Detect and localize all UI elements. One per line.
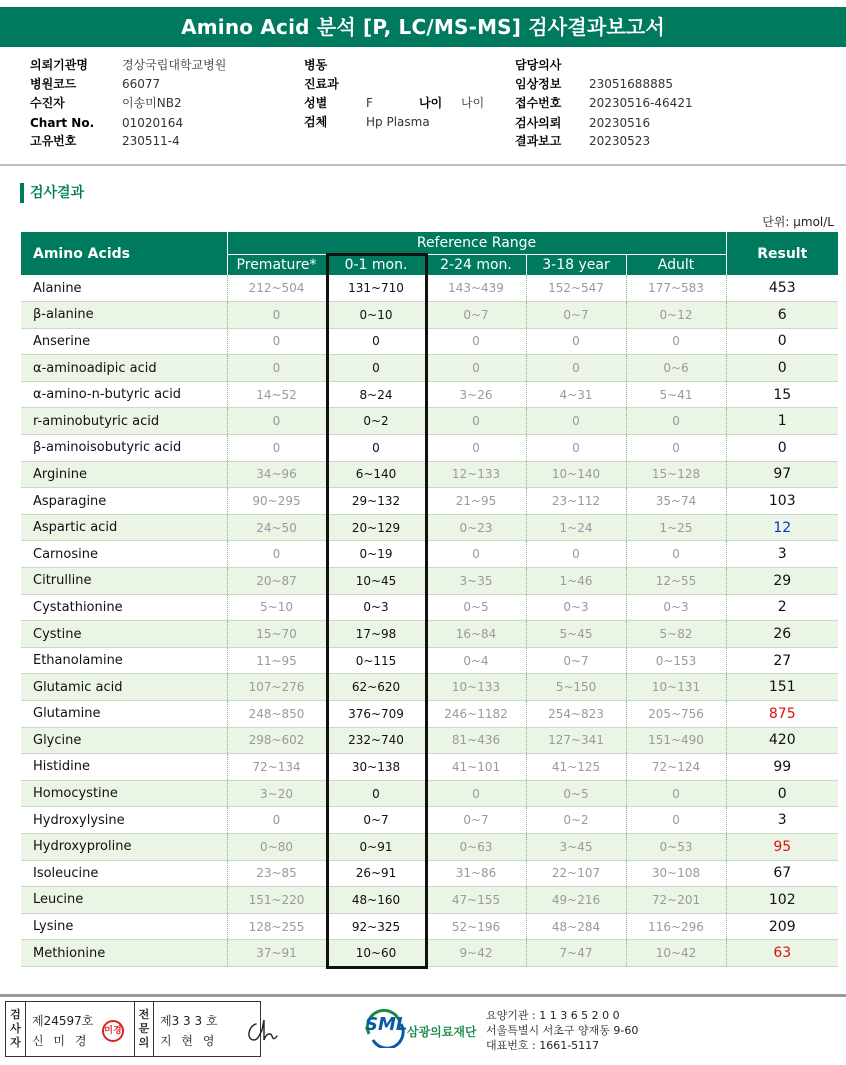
signature-box [5, 1001, 261, 1057]
reference-cell: 0~3 [326, 594, 426, 621]
reference-cell: 5~10 [227, 594, 326, 621]
reference-cell: 34~96 [227, 461, 326, 488]
sml-logo [365, 1006, 495, 1052]
info-value: 이송미NB2 [122, 96, 182, 110]
result-value: 0 [726, 780, 838, 807]
reference-cell: 151~220 [227, 887, 326, 914]
table-row [21, 860, 838, 887]
reference-cell: 23~112 [526, 488, 626, 515]
reference-cell: 72~201 [626, 887, 726, 914]
table-row [21, 568, 838, 595]
reference-cell: 1~46 [526, 568, 626, 595]
reference-cell: 0 [626, 328, 726, 355]
table-row [21, 887, 838, 914]
amino-acid-name: r-aminobutyric acid [21, 408, 227, 435]
reference-cell: 254~823 [526, 701, 626, 728]
info-label: 병원코드 [30, 77, 77, 91]
reference-cell: 107~276 [227, 674, 326, 701]
amino-acid-name: Citrulline [21, 568, 227, 595]
result-value: 6 [726, 302, 838, 329]
reference-cell: 6~140 [326, 461, 426, 488]
tester-cell [26, 1002, 134, 1056]
result-value: 63 [726, 940, 838, 967]
reference-cell: 10~45 [326, 568, 426, 595]
amino-acid-name: Leucine [21, 887, 227, 914]
amino-acid-name: Hydroxylysine [21, 807, 227, 834]
reference-cell: 5~45 [526, 621, 626, 648]
table-row [21, 514, 838, 541]
reference-cell: 0~6 [626, 355, 726, 382]
reference-cell: 0~12 [626, 302, 726, 329]
reference-cell: 0 [526, 408, 626, 435]
reference-cell: 20~129 [326, 514, 426, 541]
reference-cell: 0 [326, 435, 426, 462]
result-header: Result [726, 232, 838, 275]
amino-acid-name: Carnosine [21, 541, 227, 568]
reference-cell: 5~41 [626, 381, 726, 408]
specialist-label-text: 전문의 [138, 1008, 150, 1049]
specialist-license: 제3 3 3 호 [160, 1014, 218, 1028]
signature-mark [244, 1016, 280, 1046]
reference-cell: 72~124 [626, 754, 726, 781]
reference-cell: 10~140 [526, 461, 626, 488]
amino-acid-name: β-alanine [21, 302, 227, 329]
result-value: 26 [726, 621, 838, 648]
reference-cell: 0~2 [526, 807, 626, 834]
reference-cell: 3~45 [526, 833, 626, 860]
reference-cell: 48~284 [526, 913, 626, 940]
result-value: 15 [726, 381, 838, 408]
age-value: 나이 [461, 96, 485, 110]
table-row [21, 461, 838, 488]
table-row [21, 541, 838, 568]
info-label: 고유번호 [30, 134, 77, 148]
reference-cell: 72~134 [227, 754, 326, 781]
tester-label [6, 1002, 26, 1056]
tester-license: 제24597호 [32, 1014, 94, 1028]
reference-cell: 127~341 [526, 727, 626, 754]
footer-divider [0, 994, 846, 997]
result-value: 0 [726, 435, 838, 462]
table-row [21, 833, 838, 860]
reference-cell: 0 [227, 302, 326, 329]
table-row [21, 435, 838, 462]
result-value: 103 [726, 488, 838, 515]
reference-cell: 1~25 [626, 514, 726, 541]
result-value: 2 [726, 594, 838, 621]
reference-cell: 0 [426, 780, 526, 807]
reference-cell: 52~196 [426, 913, 526, 940]
result-value: 67 [726, 860, 838, 887]
table-row [21, 381, 838, 408]
reference-cell: 41~101 [426, 754, 526, 781]
result-value: 453 [726, 275, 838, 302]
institution-code: 요양기관 : 1 1 3 6 5 2 0 0 [486, 1009, 620, 1022]
table-row [21, 621, 838, 648]
reference-cell: 0~3 [526, 594, 626, 621]
specialist-cell [154, 1002, 260, 1056]
reference-range-header: Reference Range [227, 232, 726, 254]
reference-cell: 0~19 [326, 541, 426, 568]
reference-cell: 177~583 [626, 275, 726, 302]
info-label: Chart No. [30, 116, 95, 130]
reference-cell: 10~60 [326, 940, 426, 967]
reference-cell: 10~133 [426, 674, 526, 701]
reference-cell: 0 [526, 435, 626, 462]
results-body [21, 275, 838, 966]
reference-cell: 12~55 [626, 568, 726, 595]
reference-cell: 246~1182 [426, 701, 526, 728]
tester-name: 신 미 경 [32, 1034, 90, 1048]
reference-cell: 0~115 [326, 647, 426, 674]
amino-acid-name: Arginine [21, 461, 227, 488]
result-value: 27 [726, 647, 838, 674]
result-value: 12 [726, 514, 838, 541]
table-row [21, 754, 838, 781]
reference-cell: 0~53 [626, 833, 726, 860]
reference-cell: 26~91 [326, 860, 426, 887]
amino-acid-name: Ethanolamine [21, 647, 227, 674]
result-value: 209 [726, 913, 838, 940]
amino-acid-name: Anserine [21, 328, 227, 355]
logo-mark: SML [365, 1014, 408, 1035]
patient-info [0, 56, 846, 152]
result-value: 3 [726, 807, 838, 834]
result-value: 29 [726, 568, 838, 595]
institution-info [486, 1008, 638, 1053]
section-title: 검사결과 [20, 183, 84, 203]
table-row [21, 328, 838, 355]
info-value: Hp Plasma [366, 115, 430, 129]
reference-cell: 131~710 [326, 275, 426, 302]
reference-cell: 30~108 [626, 860, 726, 887]
reference-cell: 62~620 [326, 674, 426, 701]
reference-cell: 0 [626, 780, 726, 807]
reference-cell: 0 [626, 541, 726, 568]
institution-phone: 대표번호 : 1661-5117 [486, 1039, 600, 1052]
amino-acid-name: α-aminoadipic acid [21, 355, 227, 382]
reference-cell: 3~35 [426, 568, 526, 595]
reference-cell: 0 [227, 807, 326, 834]
reference-cell: 128~255 [227, 913, 326, 940]
info-value: 01020164 [122, 116, 184, 130]
amino-acid-name: Glycine [21, 727, 227, 754]
reference-cell: 248~850 [227, 701, 326, 728]
reference-cell: 0~91 [326, 833, 426, 860]
report-title: Amino Acid 분석 [P, LC/MS-MS] 검사결과보고서 [0, 7, 846, 47]
reference-cell: 21~95 [426, 488, 526, 515]
seal-stamp: 미경 [102, 1020, 124, 1042]
info-value: 20230516 [589, 116, 651, 130]
result-value: 875 [726, 701, 838, 728]
reference-cell: 0 [227, 435, 326, 462]
reference-cell: 30~138 [326, 754, 426, 781]
amino-acid-name: α-amino-n-butyric acid [21, 381, 227, 408]
reference-cell: 4~31 [526, 381, 626, 408]
reference-cell: 3~26 [426, 381, 526, 408]
reference-cell: 10~131 [626, 674, 726, 701]
result-value: 99 [726, 754, 838, 781]
table-row [21, 674, 838, 701]
reference-cell: 29~132 [326, 488, 426, 515]
reference-cell: 0 [227, 408, 326, 435]
reference-cell: 0 [426, 328, 526, 355]
result-value: 0 [726, 355, 838, 382]
result-value: 151 [726, 674, 838, 701]
reference-cell: 23~85 [227, 860, 326, 887]
reference-cell: 0~4 [426, 647, 526, 674]
reference-cell: 22~107 [526, 860, 626, 887]
amino-acid-name: Cystine [21, 621, 227, 648]
reference-cell: 92~325 [326, 913, 426, 940]
header-divider [0, 164, 846, 166]
table-row [21, 913, 838, 940]
amino-acid-name: Lysine [21, 913, 227, 940]
reference-cell: 0~5 [426, 594, 526, 621]
amino-acid-name: Methionine [21, 940, 227, 967]
reference-cell: 0 [426, 541, 526, 568]
reference-cell: 12~133 [426, 461, 526, 488]
amino-acid-name: Hydroxyproline [21, 833, 227, 860]
reference-cell: 0 [626, 408, 726, 435]
institution-address: 서울특별시 서초구 양재동 9-60 [486, 1024, 639, 1037]
amino-acid-name: Aspartic acid [21, 514, 227, 541]
reference-cell: 49~216 [526, 887, 626, 914]
reference-cell: 0~5 [526, 780, 626, 807]
result-value: 3 [726, 541, 838, 568]
reference-cell: 15~70 [227, 621, 326, 648]
info-label: 수진자 [30, 96, 65, 110]
amino-acid-name: Homocystine [21, 780, 227, 807]
amino-acid-name: Asparagine [21, 488, 227, 515]
reference-cell: 17~98 [326, 621, 426, 648]
reference-cell: 298~602 [227, 727, 326, 754]
reference-cell: 0 [326, 355, 426, 382]
reference-cell: 0~2 [326, 408, 426, 435]
reference-cell: 11~95 [227, 647, 326, 674]
reference-cell: 0 [426, 408, 526, 435]
reference-cell: 0~7 [426, 302, 526, 329]
table-row [21, 647, 838, 674]
reference-cell: 205~756 [626, 701, 726, 728]
reference-cell: 0 [626, 435, 726, 462]
table-row [21, 727, 838, 754]
table-row [21, 780, 838, 807]
reference-cell: 0~153 [626, 647, 726, 674]
reference-cell: 16~84 [426, 621, 526, 648]
result-value: 95 [726, 833, 838, 860]
ref-header-0-1-mon: 0-1 mon. [326, 254, 426, 275]
ref-header-2-24-mon: 2-24 mon. [426, 254, 526, 275]
ref-header-3-18-year: 3-18 year [526, 254, 626, 275]
reference-cell: 0 [426, 435, 526, 462]
reference-cell: 8~24 [326, 381, 426, 408]
reference-cell: 0 [227, 541, 326, 568]
reference-cell: 0 [626, 807, 726, 834]
info-label: 결과보고 [515, 134, 562, 148]
reference-cell: 0~80 [227, 833, 326, 860]
info-label: 담당의사 [515, 58, 562, 72]
reference-cell: 3~20 [227, 780, 326, 807]
result-value: 0 [726, 328, 838, 355]
reference-cell: 152~547 [526, 275, 626, 302]
reference-cell: 0~7 [526, 302, 626, 329]
reference-cell: 9~42 [426, 940, 526, 967]
specialist-label [134, 1002, 154, 1056]
reference-cell: 0 [326, 328, 426, 355]
result-value: 420 [726, 727, 838, 754]
reference-cell: 151~490 [626, 727, 726, 754]
table-row [21, 940, 838, 967]
amino-acid-name: Alanine [21, 275, 227, 302]
reference-cell: 376~709 [326, 701, 426, 728]
reference-cell: 14~52 [227, 381, 326, 408]
reference-cell: 0~10 [326, 302, 426, 329]
ref-header-adult: Adult [626, 254, 726, 275]
amino-acid-name: Glutamic acid [21, 674, 227, 701]
ref-header-premature: Premature* [227, 254, 326, 275]
table-row [21, 807, 838, 834]
info-label: 임상정보 [515, 77, 562, 91]
reference-cell: 31~86 [426, 860, 526, 887]
tester-label-text: 검사자 [10, 1008, 21, 1049]
reference-cell: 143~439 [426, 275, 526, 302]
reference-cell: 0~63 [426, 833, 526, 860]
reference-cell: 10~42 [626, 940, 726, 967]
reference-cell: 15~128 [626, 461, 726, 488]
amino-acids-header: Amino Acids [21, 232, 227, 275]
amino-acid-name: Cystathionine [21, 594, 227, 621]
results-table [21, 232, 838, 967]
reference-cell: 47~155 [426, 887, 526, 914]
info-value: 23051688885 [589, 77, 673, 91]
table-row [21, 701, 838, 728]
result-value: 1 [726, 408, 838, 435]
reference-cell: 24~50 [227, 514, 326, 541]
amino-acid-name: β-aminoisobutyric acid [21, 435, 227, 462]
reference-cell: 0 [426, 355, 526, 382]
info-value: 20230516-46421 [589, 96, 693, 110]
table-row [21, 355, 838, 382]
info-label: 의뢰기관명 [30, 58, 88, 72]
reference-cell: 0 [526, 328, 626, 355]
reference-cell: 0~7 [426, 807, 526, 834]
amino-acid-name: Isoleucine [21, 860, 227, 887]
logo-text: 삼광의료재단 [407, 1025, 477, 1039]
result-value: 102 [726, 887, 838, 914]
reference-cell: 48~160 [326, 887, 426, 914]
reference-cell: 1~24 [526, 514, 626, 541]
info-value: 66077 [122, 77, 161, 91]
reference-cell: 0 [526, 355, 626, 382]
result-value: 97 [726, 461, 838, 488]
reference-cell: 5~150 [526, 674, 626, 701]
table-row [21, 275, 838, 302]
specialist-name: 지 현 영 [160, 1034, 218, 1048]
info-label: 병동 [304, 58, 328, 72]
reference-cell: 0 [227, 355, 326, 382]
reference-cell: 116~296 [626, 913, 726, 940]
reference-cell: 35~74 [626, 488, 726, 515]
info-label: 진료과 [304, 77, 339, 91]
age-label: 나이 [419, 96, 443, 110]
reference-cell: 5~82 [626, 621, 726, 648]
reference-cell: 0~23 [426, 514, 526, 541]
table-row [21, 302, 838, 329]
reference-cell: 41~125 [526, 754, 626, 781]
reference-cell: 7~47 [526, 940, 626, 967]
table-row [21, 408, 838, 435]
reference-cell: 212~504 [227, 275, 326, 302]
reference-cell: 0 [526, 541, 626, 568]
info-value: 경상국립대학교병원 [122, 58, 227, 72]
reference-cell: 20~87 [227, 568, 326, 595]
amino-acid-name: Histidine [21, 754, 227, 781]
reference-cell: 0 [326, 780, 426, 807]
reference-cell: 90~295 [227, 488, 326, 515]
info-label: 성별 [304, 96, 328, 110]
info-label: 검체 [304, 115, 328, 129]
reference-cell: 0~3 [626, 594, 726, 621]
info-value: 230511-4 [122, 134, 180, 148]
info-value: 20230523 [589, 134, 651, 148]
table-row [21, 594, 838, 621]
unit-label: 단위: μmol/L [762, 215, 834, 229]
reference-cell: 0~7 [326, 807, 426, 834]
amino-acid-name: Glutamine [21, 701, 227, 728]
reference-cell: 0~7 [526, 647, 626, 674]
reference-cell: 0 [227, 328, 326, 355]
table-row [21, 488, 838, 515]
reference-cell: 81~436 [426, 727, 526, 754]
info-label: 검사의뢰 [515, 116, 562, 130]
reference-cell: 37~91 [227, 940, 326, 967]
info-value: F [366, 96, 373, 110]
reference-cell: 232~740 [326, 727, 426, 754]
info-label: 접수번호 [515, 96, 562, 110]
